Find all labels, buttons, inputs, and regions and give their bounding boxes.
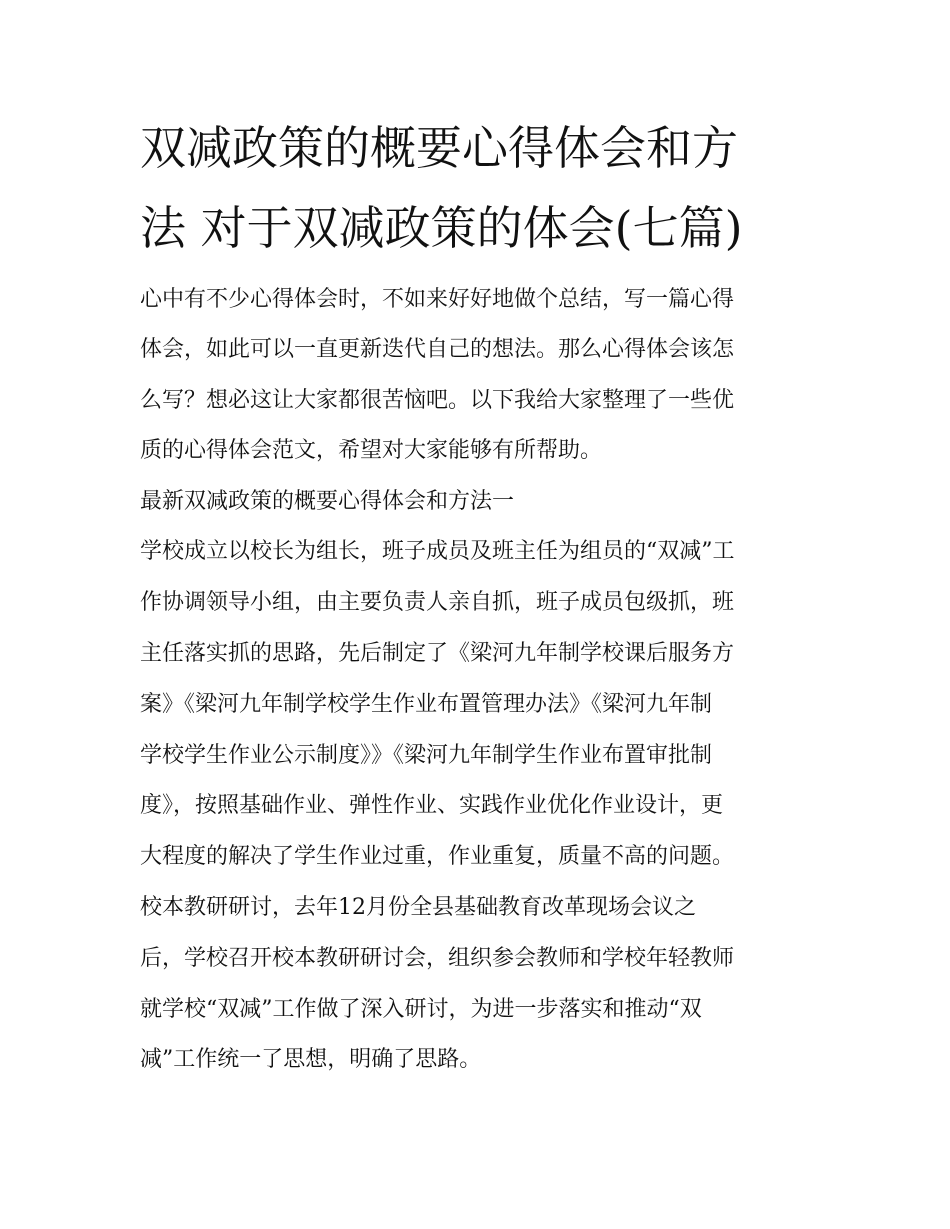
body-line-6: 学校成立以校长为组长，班子成员及班主任为组员的“双减”工 bbox=[140, 539, 735, 564]
body-line-15: 就学校“双减”工作做了深入研讨，为进一步落实和推动“双 bbox=[140, 997, 702, 1022]
body-line-9: 案》《梁河九年制学校学生作业布置管理办法》《梁河九年制 bbox=[140, 692, 713, 717]
body-line-11: 度》，按照基础作业、弹性作业、实践作业优化作业设计，更 bbox=[140, 793, 724, 818]
body-line-10: 学校学生作业公示制度》》《梁河九年制学生作业布置审批制 bbox=[140, 743, 713, 768]
section-heading-1: 最新双减政策的概要心得体会和方法一 bbox=[140, 489, 515, 514]
body-line-1: 心中有不少心得体会时，不如来好好地做个总结，写一篇心得 bbox=[140, 287, 735, 312]
document-title-line-1: 双减政策的概要心得体会和方 bbox=[140, 121, 738, 175]
document-title-line-2: 法 对于双减政策的体会(七篇) bbox=[140, 201, 743, 255]
body-line-7: 作协调领导小组，由主要负责人亲自抓，班子成员包级抓，班 bbox=[140, 590, 735, 615]
body-line-8: 主任落实抓的思路，先后制定了《梁河九年制学校课后服务方 bbox=[140, 641, 735, 666]
body-line-14: 后，学校召开校本教研研讨会，组织参会教师和学校年轻教师 bbox=[140, 946, 735, 971]
body-line-16: 减”工作统一了思想，明确了思路。 bbox=[140, 1047, 482, 1072]
body-line-3: 么写？想必这让大家都很苦恼吧。以下我给大家整理了一些优 bbox=[140, 388, 735, 413]
body-line-4: 质的心得体会范文，希望对大家能够有所帮助。 bbox=[140, 438, 603, 463]
body-line-12: 大程度的解决了学生作业过重，作业重复，质量不高的问题。 bbox=[140, 844, 735, 869]
body-line-13: 校本教研研讨，去年12月份全县基础教育改革现场会议之 bbox=[140, 895, 696, 920]
body-line-2: 体会，如此可以一直更新迭代自己的想法。那么心得体会该怎 bbox=[140, 337, 735, 362]
